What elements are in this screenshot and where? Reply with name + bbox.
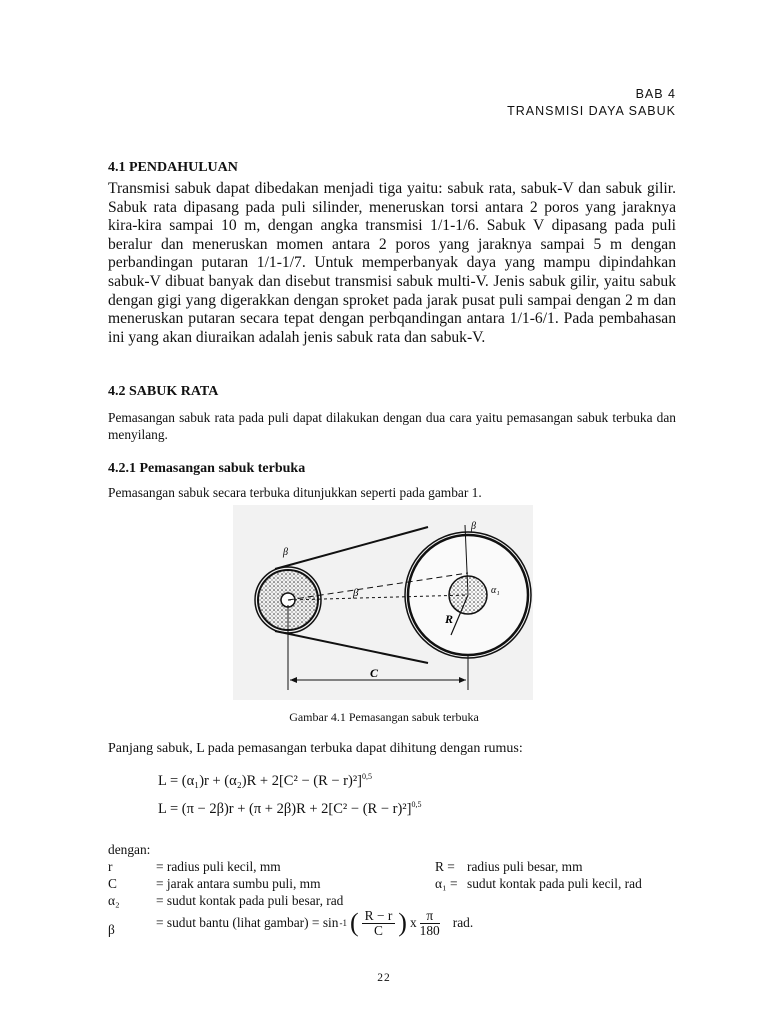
pi-numerator: π: [420, 909, 440, 924]
radius-label: R: [445, 612, 454, 626]
equation-2-exponent: 0,5: [411, 800, 422, 809]
radian-unit: rad.: [452, 915, 474, 930]
left-paren: (: [349, 908, 359, 937]
equation-2-body: L = (π − 2β)r + (π + 2β)R + 2[C² − (R − r)²]: [158, 800, 412, 817]
def-alpha1-symbol: α₁ =: [435, 876, 458, 891]
section-heading-pendahuluan: 4.1 PENDAHULUAN: [108, 160, 238, 175]
ratio-fraction: [362, 909, 396, 938]
def-beta-inverse: -1: [339, 918, 347, 928]
times-sign: x: [409, 915, 417, 930]
paragraph-sabuk-terbuka: Pemasangan sabuk secara terbuka ditunjukkan seperti pada gambar 1.: [108, 485, 482, 500]
beta-label-large: β: [471, 521, 476, 532]
def-r-desc: = radius puli kecil, mm: [156, 859, 281, 874]
chapter-label: BAB 4: [635, 87, 676, 101]
def-beta-symbol: β: [108, 922, 115, 937]
section-heading-sabuk-rata: 4.2 SABUK RATA: [108, 384, 219, 399]
chapter-title: TRANSMISI DAYA SABUK: [507, 104, 676, 118]
def-C-symbol: C: [108, 876, 117, 891]
beta-label: β: [353, 587, 359, 599]
running-header: [507, 86, 676, 120]
def-C-desc: = jarak antara sumbu puli, mm: [156, 876, 321, 891]
figure-caption: Gambar 4.1 Pemasangan sabuk terbuka: [289, 710, 479, 724]
def-R-desc: radius puli besar, mm: [467, 859, 583, 874]
subsection-heading-sabuk-terbuka: 4.2.1 Pemasangan sabuk terbuka: [108, 461, 306, 476]
def-beta-desc: = sudut bantu (lihat gambar) = sin: [156, 915, 339, 930]
equation-1-exponent: 0,5: [362, 772, 373, 781]
alpha-label: α₁: [491, 585, 500, 596]
ratio-numerator: R − r: [362, 909, 396, 924]
def-r-symbol: r: [108, 859, 113, 874]
equation-1: [158, 772, 372, 790]
definitions-intro: dengan:: [108, 842, 151, 857]
equation-1-body: L = (α₁)r + (α₂)R + 2[C² − (R − r)²]: [158, 772, 363, 789]
formula-intro: Panjang sabuk, L pada pemasangan terbuka dapat dihitung dengan rumus:: [108, 741, 523, 756]
pi-fraction: [420, 909, 440, 938]
def-R-symbol: R =: [435, 859, 455, 874]
def-beta-formula: [156, 908, 473, 938]
pi-denominator: 180: [419, 922, 440, 938]
def-alpha1-desc: sudut kontak pada puli kecil, rad: [467, 876, 642, 891]
ratio-denominator: C: [373, 922, 383, 938]
distance-label: C: [370, 666, 379, 680]
belt-drive-figure: [233, 505, 533, 700]
paragraph-pendahuluan: Transmisi sabuk dapat dibedakan menjadi tiga yaitu: sabuk rata, sabuk-V dan sabuk gilir. Sabuk rata dipasang pada puli silinder, meneruskan torsi antara 2 poros yang jaraknya kira-kira sampai 10 m, dengan angka transmisi 1/1-1/6. Sabuk V dipasang pada puli beralur dan meneruskan momen antara 2 poros yang jaraknya sampai 5 m dengan perbandingan putaran 1/1-1/7. Untuk memperbanyak daya yang mampu dipindahkan sabuk-V dibuat banyak dan disebut transmisi sabuk multi-V. Jenis sabuk gilir, yaitu sabuk dengan gigi yang digerakkan dengan sproket pada jarak pusat puli sampai dengan 2 m dan meneruskan putaran secara tepat dengan perbqandingan antara 1/1-6/1. Pada pembahasan ini yang akan diuraikan adalah jenis sabuk rata dan sabuk-V.: [108, 180, 676, 346]
def-alpha2-desc: = sudut kontak pada puli besar, rad: [156, 893, 344, 908]
def-alpha2-symbol: α₂: [108, 893, 120, 908]
page-number: 22: [377, 972, 391, 984]
equation-2: [158, 800, 421, 818]
paragraph-sabuk-rata: Pemasangan sabuk rata pada puli dapat dilakukan dengan dua cara yaitu pemasangan sabuk terbuka dan menyilang.: [108, 410, 676, 442]
right-paren: ): [398, 908, 407, 937]
beta-label-small: β: [283, 547, 288, 558]
